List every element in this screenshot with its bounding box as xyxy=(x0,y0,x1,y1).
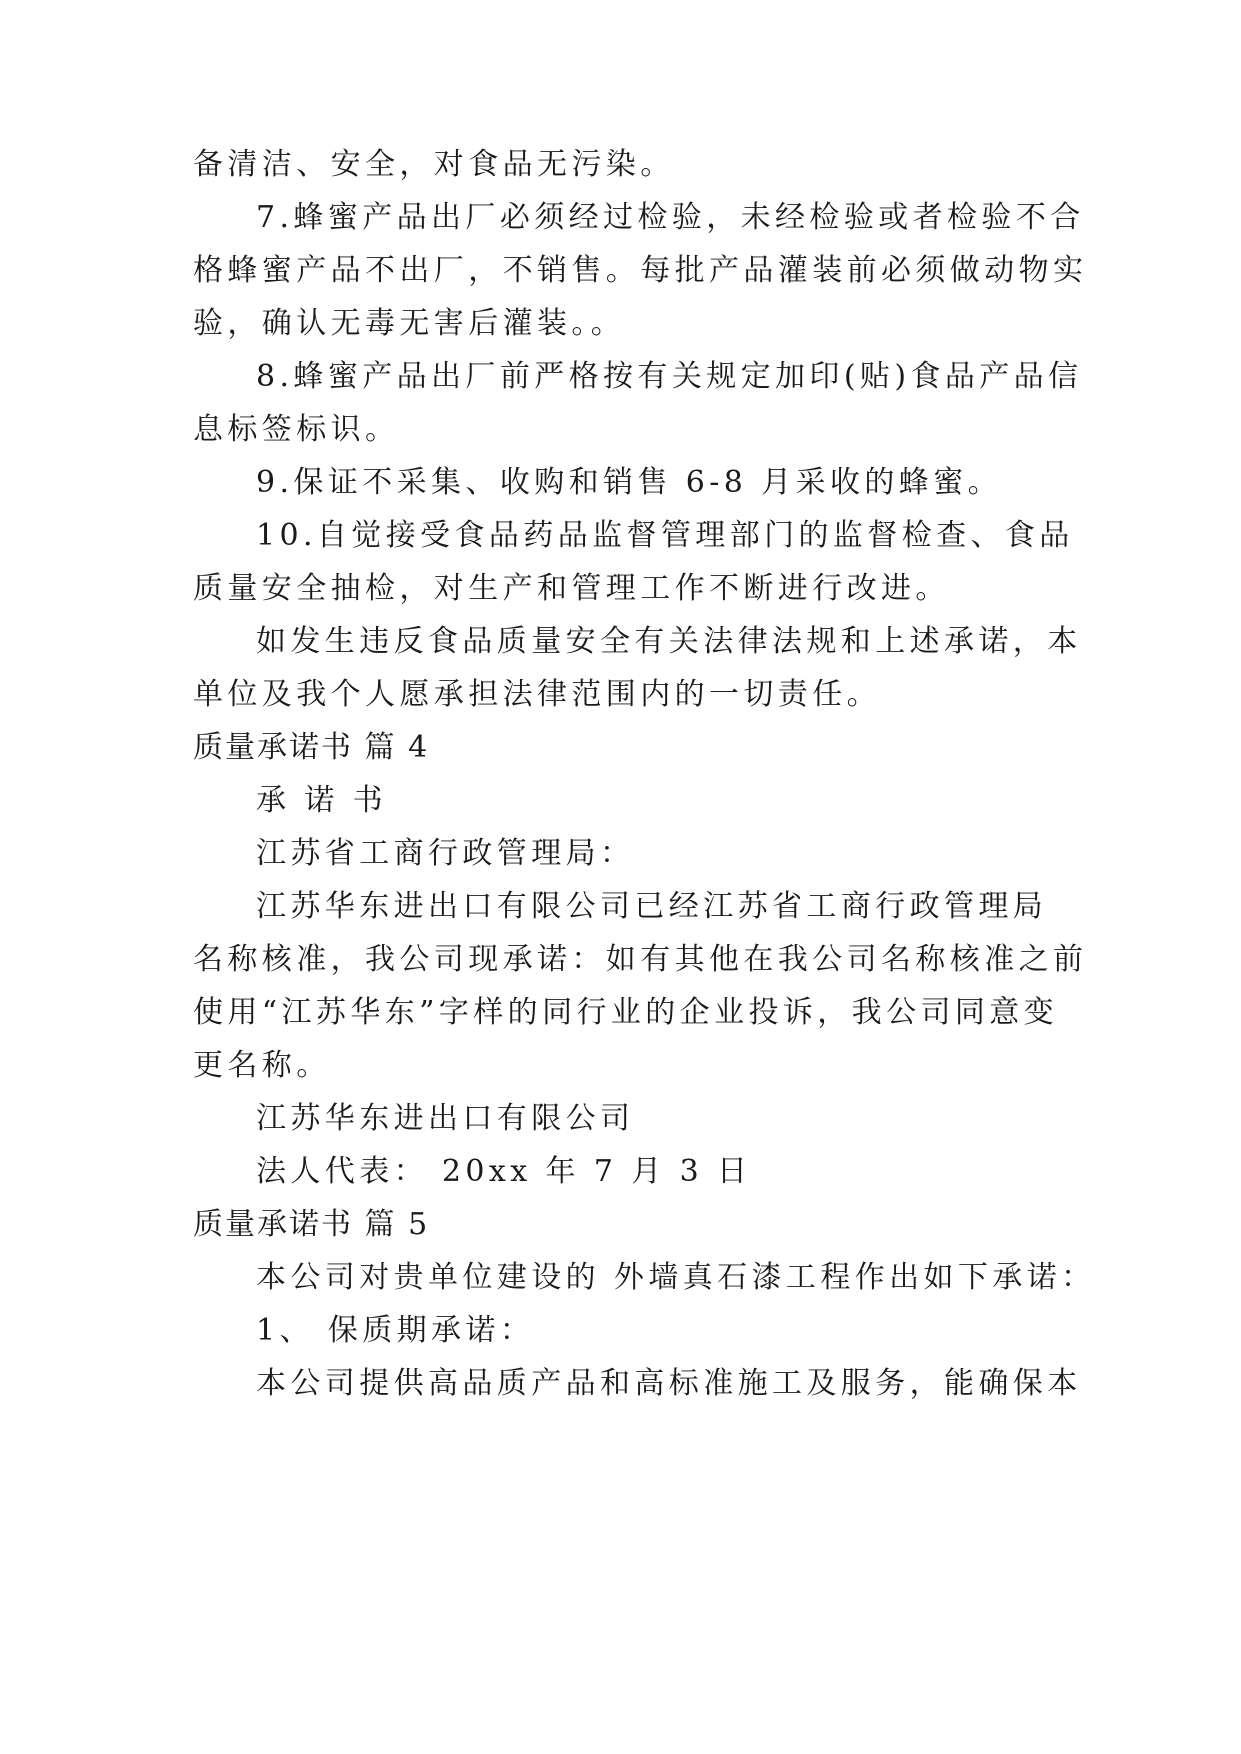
paragraph-line: 单位及我个人愿承担法律范围内的一切责任。 xyxy=(193,677,881,712)
paragraph-line: 10.自觉接受食品药品监督管理部门的监督检查、食品 xyxy=(256,518,1074,553)
section-heading: 质量承诺书 篇 4 xyxy=(193,730,430,765)
paragraph-line: 息标签标识。 xyxy=(193,412,400,447)
paragraph-line: 本公司提供高品质产品和高标准施工及服务，能确保本 xyxy=(256,1366,1082,1401)
paragraph-line: 质量安全抽检，对生产和管理工作不断进行改进。 xyxy=(193,571,950,606)
paragraph-line: 备清洁、安全，对食品无污染。 xyxy=(193,147,675,182)
paragraph-line: 7.蜂蜜产品出厂必须经过检验，未经检验或者检验不合 xyxy=(256,200,1085,235)
signature-representative-date: 法人代表： 20xx 年 7 月 3 日 xyxy=(256,1154,752,1189)
paragraph-line: 使用“江苏华东”字样的同行业的企业投诉，我公司同意变 xyxy=(193,995,1059,1030)
letter-recipient: 江苏省工商行政管理局： xyxy=(256,836,635,871)
paragraph-line: 更名称。 xyxy=(193,1048,331,1083)
paragraph-line: 8.蜂蜜产品出厂前严格按有关规定加印(贴)食品产品信 xyxy=(256,359,1083,394)
paragraph-line: 本公司对贵单位建设的 外墙真石漆工程作出如下承诺： xyxy=(256,1260,1096,1295)
letter-title: 承 诺 书 xyxy=(256,783,388,818)
paragraph-line: 江苏华东进出口有限公司已经江苏省工商行政管理局 xyxy=(256,889,1048,924)
paragraph-line: 如发生违反食品质量安全有关法律法规和上述承诺，本 xyxy=(256,624,1082,659)
paragraph-line: 名称核准，我公司现承诺：如有其他在我公司名称核准之前 xyxy=(193,942,1088,977)
list-item-heading: 1、 保质期承诺： xyxy=(256,1313,535,1348)
paragraph-line: 9.保证不采集、收购和销售 6-8 月采收的蜂蜜。 xyxy=(256,465,1003,500)
signature-company: 江苏华东进出口有限公司 xyxy=(256,1101,635,1136)
paragraph-line: 格蜂蜜产品不出厂，不销售。每批产品灌装前必须做动物实 xyxy=(193,253,1088,288)
paragraph-line: 验，确认无毒无害后灌装。。 xyxy=(193,306,626,341)
section-heading: 质量承诺书 篇 5 xyxy=(193,1207,430,1242)
